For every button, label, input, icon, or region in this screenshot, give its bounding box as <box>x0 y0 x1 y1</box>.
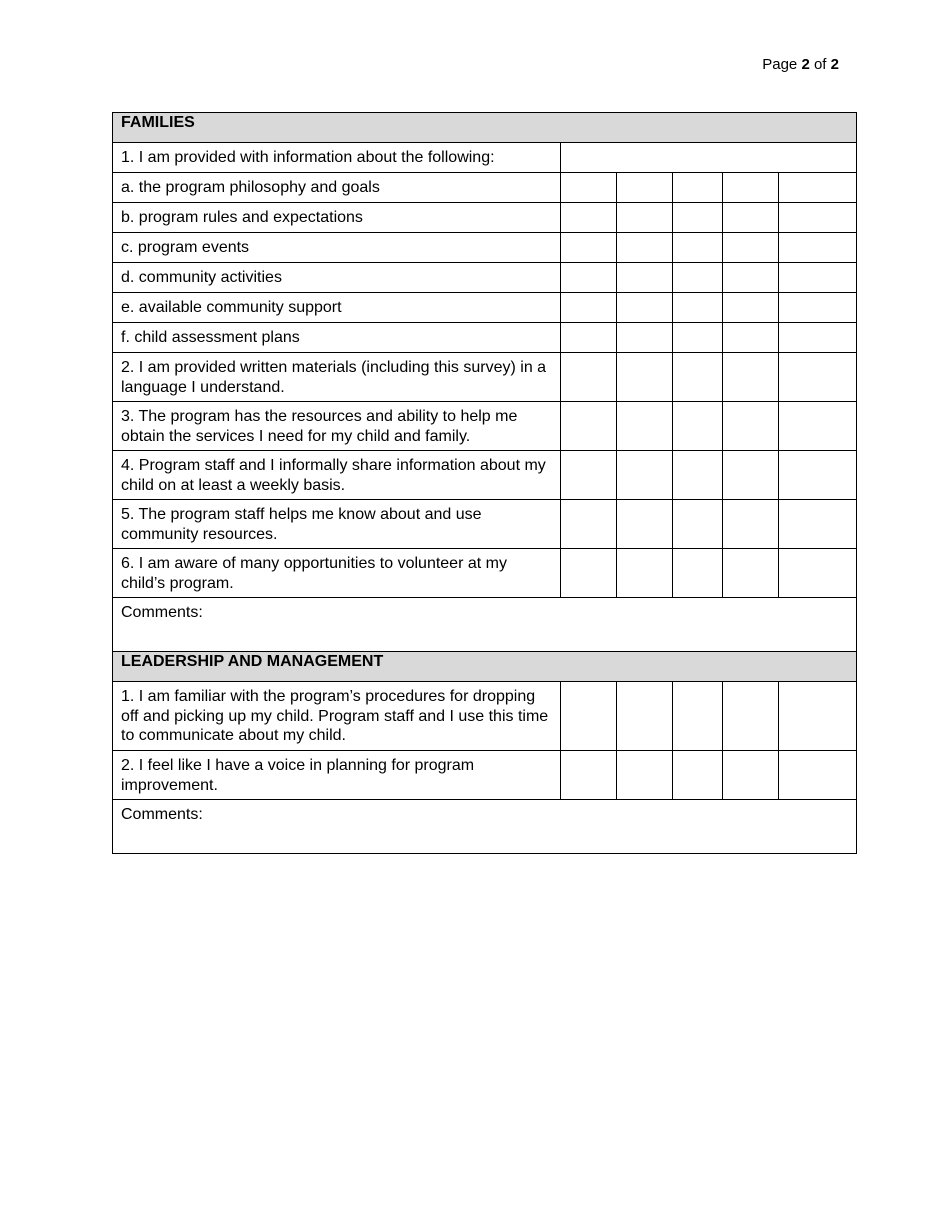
response-box[interactable] <box>673 402 723 451</box>
response-box[interactable] <box>723 293 779 323</box>
response-box[interactable] <box>723 203 779 233</box>
question-sub-item: c. program events <box>113 233 561 263</box>
response-box[interactable] <box>779 323 857 353</box>
question-item: 2. I feel like I have a voice in planning for program improvement. <box>113 751 561 800</box>
response-box[interactable] <box>561 549 617 598</box>
response-box[interactable] <box>673 353 723 402</box>
page-number: Page 2 of 2 <box>762 56 839 73</box>
response-box[interactable] <box>779 293 857 323</box>
question-sub-item: a. the program philosophy and goals <box>113 173 561 203</box>
response-box[interactable] <box>723 751 779 800</box>
response-box[interactable] <box>779 203 857 233</box>
response-box[interactable] <box>673 751 723 800</box>
table-row <box>113 451 857 500</box>
response-box[interactable] <box>673 203 723 233</box>
response-box[interactable] <box>779 751 857 800</box>
response-box[interactable] <box>561 263 617 293</box>
table-row <box>113 203 857 233</box>
response-box[interactable] <box>779 173 857 203</box>
response-box[interactable] <box>723 233 779 263</box>
question-sub-item: d. community activities <box>113 263 561 293</box>
question-sub-item: e. available community support <box>113 293 561 323</box>
response-box[interactable] <box>561 353 617 402</box>
response-box[interactable] <box>617 233 673 263</box>
response-box[interactable] <box>561 451 617 500</box>
response-box[interactable] <box>561 173 617 203</box>
response-box[interactable] <box>723 173 779 203</box>
response-box[interactable] <box>673 173 723 203</box>
response-box[interactable] <box>617 402 673 451</box>
response-box[interactable] <box>617 323 673 353</box>
question-families-1-intro: 1. I am provided with information about the following: <box>113 143 561 173</box>
question-sub-item: f. child assessment plans <box>113 323 561 353</box>
response-box[interactable] <box>561 751 617 800</box>
response-box[interactable] <box>779 549 857 598</box>
response-box[interactable] <box>723 549 779 598</box>
response-box[interactable] <box>779 682 857 751</box>
comments-field-families[interactable]: Comments: <box>113 598 857 652</box>
response-box[interactable] <box>723 263 779 293</box>
response-box[interactable] <box>561 402 617 451</box>
table-row <box>113 402 857 451</box>
response-box[interactable] <box>673 451 723 500</box>
table-row <box>113 500 857 549</box>
survey-table <box>112 112 857 854</box>
question-sub-item: b. program rules and expectations <box>113 203 561 233</box>
response-box[interactable] <box>723 323 779 353</box>
response-box[interactable] <box>617 682 673 751</box>
table-row <box>113 353 857 402</box>
question-item: 6. I am aware of many opportunities to volunteer at my child’s program. <box>113 549 561 598</box>
response-box[interactable] <box>673 233 723 263</box>
question-item: 5. The program staff helps me know about and use community resources. <box>113 500 561 549</box>
response-box[interactable] <box>779 263 857 293</box>
response-box[interactable] <box>779 500 857 549</box>
response-box[interactable] <box>617 500 673 549</box>
response-box[interactable] <box>673 263 723 293</box>
response-box[interactable] <box>561 293 617 323</box>
response-box[interactable] <box>561 500 617 549</box>
response-box[interactable] <box>723 682 779 751</box>
response-box[interactable] <box>673 500 723 549</box>
response-box[interactable] <box>561 682 617 751</box>
response-box[interactable] <box>617 173 673 203</box>
response-box[interactable] <box>779 451 857 500</box>
response-box[interactable] <box>617 353 673 402</box>
response-box[interactable] <box>561 203 617 233</box>
table-row <box>113 293 857 323</box>
response-box[interactable] <box>723 451 779 500</box>
response-box[interactable] <box>617 549 673 598</box>
section-title-leadership: LEADERSHIP AND MANAGEMENT <box>113 652 857 682</box>
response-box[interactable] <box>561 323 617 353</box>
response-box[interactable] <box>723 353 779 402</box>
response-box[interactable] <box>779 233 857 263</box>
response-box[interactable] <box>617 263 673 293</box>
response-box[interactable] <box>779 353 857 402</box>
response-box[interactable] <box>617 203 673 233</box>
table-row <box>113 323 857 353</box>
response-box[interactable] <box>673 293 723 323</box>
question-item: 1. I am familiar with the program’s procedures for dropping off and picking up my child. Program staff and I use this time to communicate about my child. <box>113 682 561 751</box>
question-item: 4. Program staff and I informally share information about my child on at least a weekly basis. <box>113 451 561 500</box>
response-box[interactable] <box>673 549 723 598</box>
table-row <box>113 682 857 751</box>
response-box[interactable] <box>723 500 779 549</box>
table-row <box>113 233 857 263</box>
response-merged-cell <box>561 143 857 173</box>
table-row <box>113 751 857 800</box>
response-box[interactable] <box>779 402 857 451</box>
response-box[interactable] <box>723 402 779 451</box>
response-box[interactable] <box>673 682 723 751</box>
table-row <box>113 549 857 598</box>
table-row <box>113 173 857 203</box>
response-box[interactable] <box>561 233 617 263</box>
section-title-families: FAMILIES <box>113 113 857 143</box>
response-box[interactable] <box>673 323 723 353</box>
response-box[interactable] <box>617 751 673 800</box>
table-row <box>113 263 857 293</box>
response-box[interactable] <box>617 451 673 500</box>
response-box[interactable] <box>617 293 673 323</box>
question-item: 3. The program has the resources and ability to help me obtain the services I need for my child and family. <box>113 402 561 451</box>
question-item: 2. I am provided written materials (including this survey) in a language I understand. <box>113 353 561 402</box>
comments-field-leadership[interactable]: Comments: <box>113 800 857 854</box>
